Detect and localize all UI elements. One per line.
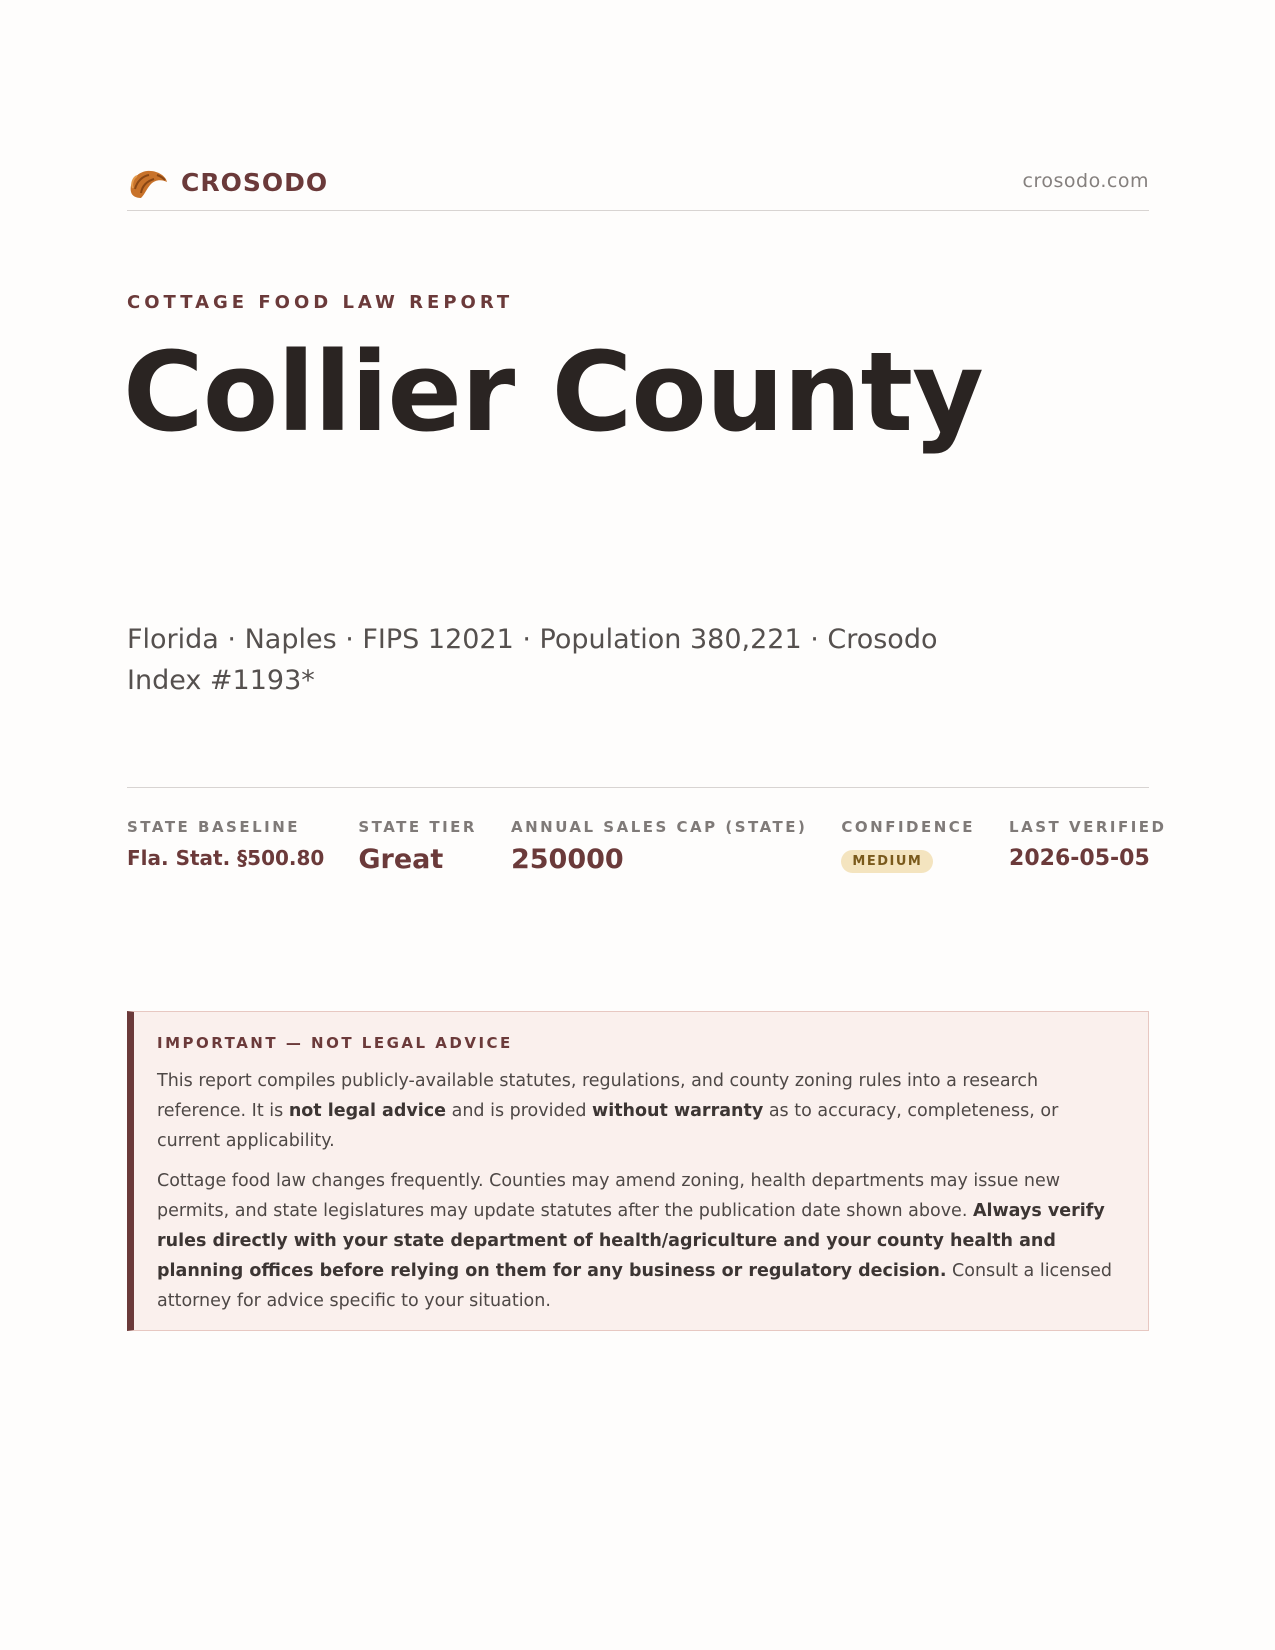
county-summary: Florida · Naples · FIPS 12021 · Population 380,221 · Crosodo Index #1193* <box>127 624 938 696</box>
report-type-label: COTTAGE FOOD LAW REPORT <box>127 292 514 313</box>
stat-value: 250000 <box>510 844 624 875</box>
notice-title: IMPORTANT — NOT LEGAL ADVICE <box>157 1034 513 1052</box>
stat-value: Great <box>358 844 444 875</box>
stat-state-baseline <box>127 818 324 875</box>
stat-label: STATE TIER <box>358 818 477 836</box>
stat-value: 2026-05-05 <box>1009 846 1150 871</box>
notice-paragraph: This report compiles publicly-available statutes, regulations, and county zoning rules into a research reference. It is not legal advice and is provided without warranty as to accuracy, completeness, or current applicability. <box>157 1071 1059 1151</box>
brand-name: CROSODO <box>181 167 329 197</box>
stat-label: LAST VERIFIED <box>1009 818 1167 836</box>
stat-sales-cap <box>511 818 807 875</box>
stat-label: ANNUAL SALES CAP (STATE) <box>510 818 808 836</box>
stat-confidence <box>841 818 975 875</box>
page-title: Collier County <box>123 328 983 456</box>
stat-label: STATE BASELINE <box>127 818 301 836</box>
header <box>127 158 1149 211</box>
notice-paragraph: Cottage food law changes frequently. Counties may amend zoning, health departments may issue new permits, and state legislatures may update statutes after the publication date shown above. Always verify rules directly with your state department of health/agriculture and your county health and planning offices before relying on them for any business or regulatory decision. Consult a licensed attorney for advice specific to your situation. <box>157 1171 1113 1311</box>
confidence-badge: MEDIUM <box>841 850 933 873</box>
stat-state-tier <box>358 818 477 875</box>
stats-row <box>127 787 1167 875</box>
site-link[interactable]: crosodo.com <box>1022 170 1149 192</box>
stat-label: CONFIDENCE <box>841 818 976 836</box>
legal-notice <box>127 1011 1149 1331</box>
stat-last-verified <box>1009 818 1166 875</box>
croissant-icon <box>127 162 169 202</box>
stat-value: Fla. Stat. §500.80 <box>127 846 325 870</box>
brand[interactable] <box>127 162 328 202</box>
